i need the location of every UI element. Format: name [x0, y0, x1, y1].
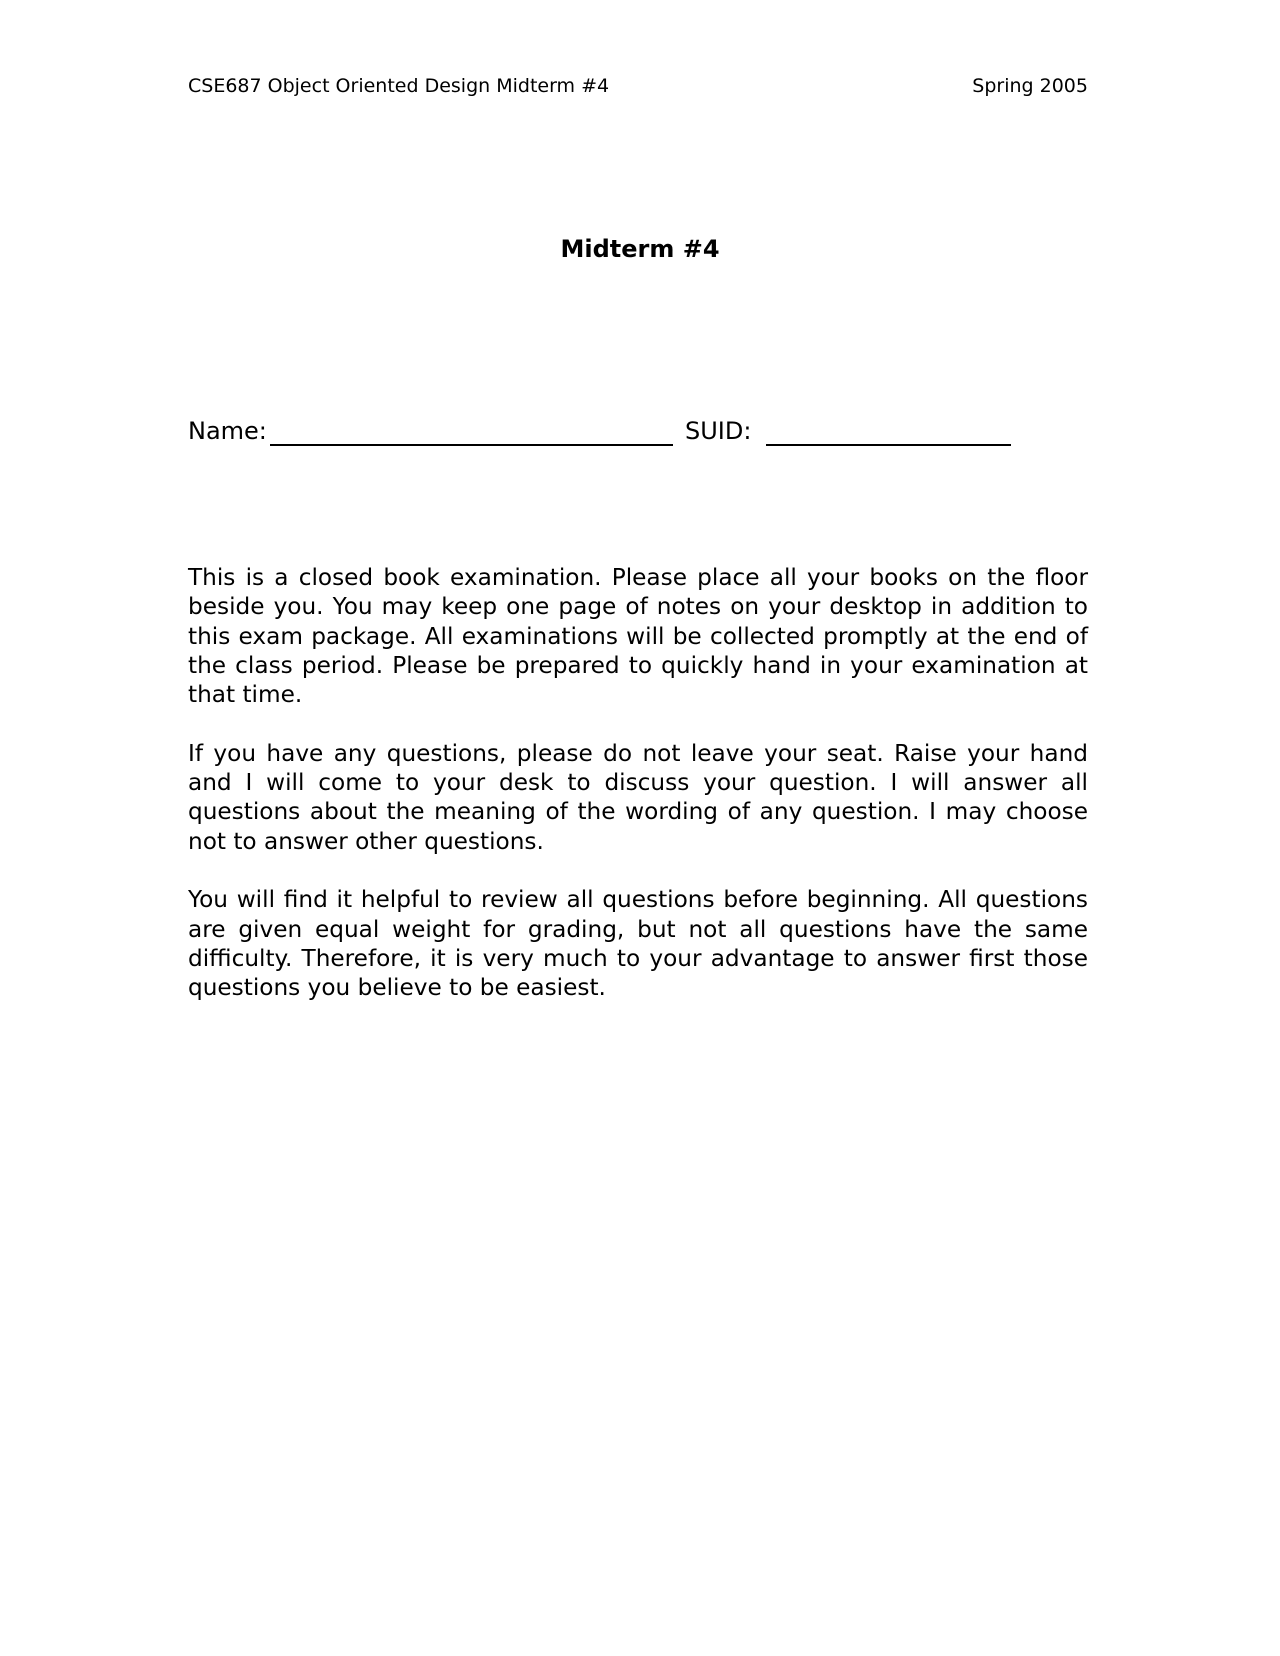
course-title: CSE687 Object Oriented Design Midterm #4: [188, 75, 610, 97]
name-blank-line[interactable]: [270, 444, 673, 446]
name-label: Name:: [188, 417, 267, 445]
term-label: Spring 2005: [972, 75, 1088, 97]
student-fields: [188, 416, 1088, 450]
instruction-paragraph: If you have any questions, please do not leave your seat. Raise your hand and I will come to your desk to discuss your question. I will answer all questions about the meaning of the wording of any question. I may choose not to answer other questions.: [188, 739, 1088, 855]
page-title-block: [0, 234, 1280, 264]
page-title: Midterm #4: [560, 235, 720, 263]
instructions: [188, 563, 1088, 1032]
suid-label: SUID:: [685, 417, 752, 445]
instruction-paragraph: This is a closed book examination. Please place all your books on the floor beside you. You may keep one page of notes on your desktop in addition to this exam package. All examinations will be collected promptly at the end of the class period. Please be prepared to quickly hand in your examination at that time.: [188, 564, 1088, 709]
suid-blank-line[interactable]: [766, 444, 1011, 446]
instruction-paragraph: You will find it helpful to review all questions before beginning. All questions are given equal weight for grading, but not all questions have the same difficulty. Therefore, it is very much to your advantage to answer first those questions you believe to be easiest.: [188, 886, 1088, 1002]
